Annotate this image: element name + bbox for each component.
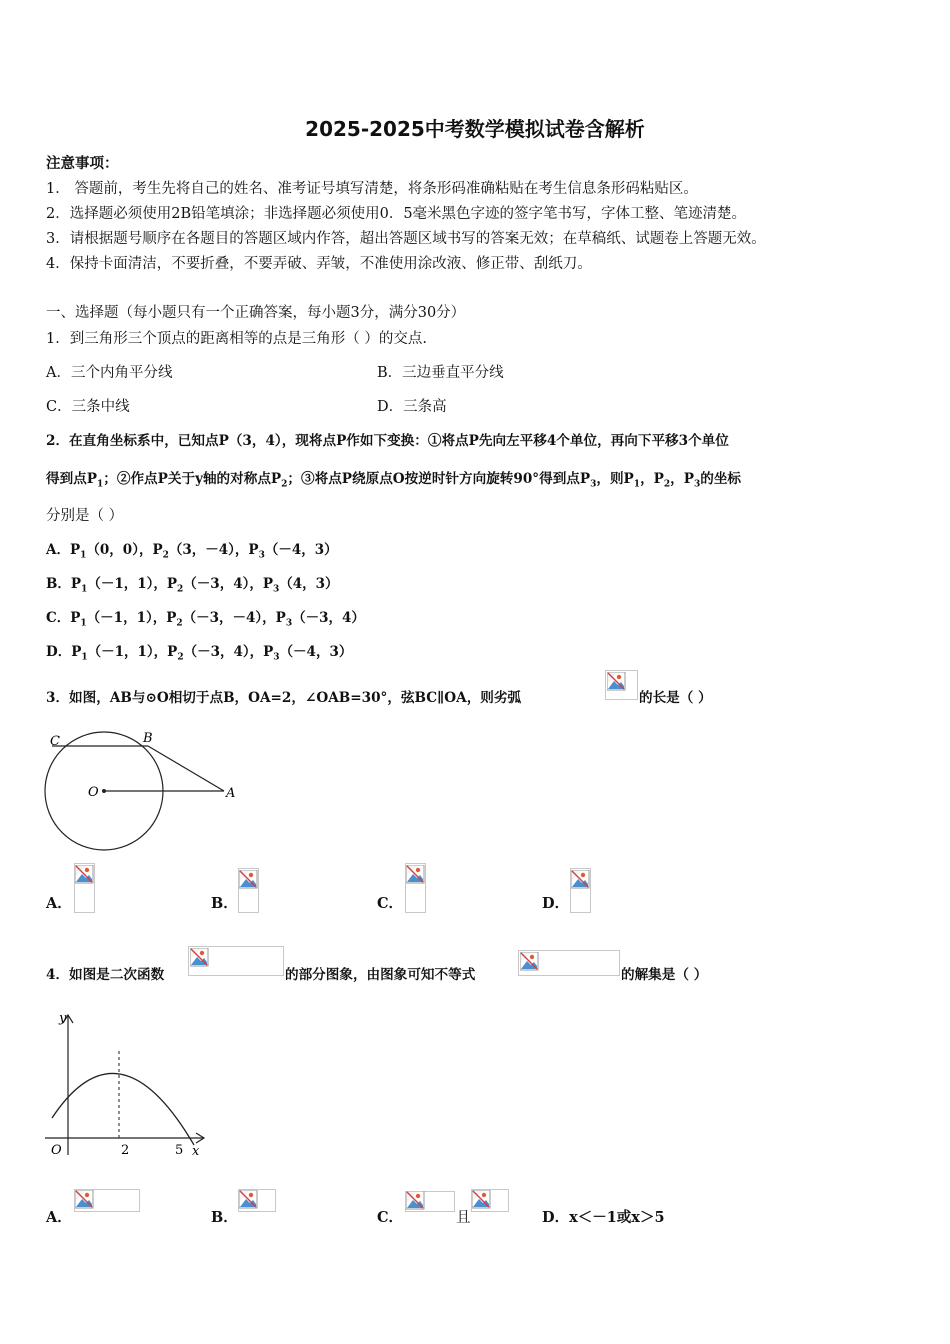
q1-option-c: C．三条中线 (46, 399, 130, 415)
quadratic-function-image (188, 946, 284, 976)
notice-item-4: 4．保持卡面清洁，不要折叠，不要弄破、弄皱，不准使用涂改液、修正带、刮纸刀。 (46, 256, 592, 272)
q2-stem-line2: 得到点$P_1$；②作点P关于y轴的对称点$P_2$；③将点P绕原点O按逆时针方向旋转90°得到点$P_3$，则$P_1$，$P_2$，$P_3$的坐标 (46, 471, 742, 490)
q4-option-b-image (238, 1189, 276, 1212)
q3-stem-a: 3．如图，AB与⊙O相切于点B，OA=2，∠OAB=30°，弦BC∥OA，则劣弧 (46, 690, 522, 706)
broken-image-icon (190, 948, 210, 968)
q3-option-a: A． (46, 895, 72, 912)
q3-option-b-image (238, 868, 259, 913)
q2-option-b: B．$P_1(-1$，1），$P_2(-3$，4），$P_3(4$，3） (46, 576, 339, 595)
arc-symbol-image (605, 670, 638, 700)
broken-image-icon (75, 1190, 95, 1210)
q4-option-c: C． (377, 1209, 404, 1226)
q1-stem: 1．到三角形三个顶点的距离相等的点是三角形（ ）的交点. (46, 331, 427, 347)
q4-stem-b: 的部分图象，由图象可知不等式 (285, 967, 476, 983)
q4-option-c-and: 且 (456, 1210, 471, 1226)
q2-option-d: D．$P_1(-1$，1），$P_2(-3$，4），$P_3(-4$，3） (46, 644, 353, 663)
q3-option-d: D． (542, 895, 570, 912)
label-a: A (226, 786, 236, 801)
broken-image-icon (406, 865, 426, 885)
broken-image-icon (571, 870, 591, 890)
q3-option-d-image (570, 868, 591, 913)
q4-option-c-image-1 (405, 1191, 455, 1212)
q4-option-b: B． (211, 1209, 238, 1226)
section-heading: 一、选择题（每小题只有一个正确答案，每小题3分，满分30分） (46, 305, 466, 321)
broken-image-icon (239, 870, 259, 890)
q2-option-c: C．$P_1(-1$，1），$P_2(-3$，－4），$P_3(-3$，4） (46, 610, 365, 629)
page-title: 2025-2025中考数学模拟试卷含解析 (305, 117, 645, 141)
q4-option-a-image (74, 1189, 140, 1212)
q3-option-c: C． (377, 895, 404, 912)
axis-y-label: y (59, 1011, 67, 1026)
axis-x-label: x (192, 1144, 200, 1159)
broken-image-icon (472, 1190, 492, 1210)
q1-option-b: B．三边垂直平分线 (377, 365, 504, 381)
q2-option-a: A．$P_1(0$，0），$P_2(3$，－4），$P_3(-4$，3） (46, 542, 338, 561)
q4-option-a: A． (46, 1209, 72, 1226)
q2-stem-line3: 分别是（ ） (46, 508, 124, 524)
broken-image-icon (75, 865, 95, 885)
q4-option-d: D．x＜－1或x＞5 (542, 1209, 665, 1226)
origin-label: O (51, 1143, 62, 1158)
q3-option-a-image (74, 863, 95, 913)
label-b: B (143, 731, 153, 746)
q4-stem-c: 的解集是（ ） (621, 967, 708, 983)
q1-option-a: A．三个内角平分线 (46, 365, 173, 381)
label-o: O (88, 785, 99, 800)
notice-heading: 注意事项： (46, 155, 119, 172)
broken-image-icon (607, 672, 627, 692)
q3-stem-b: 的长是（ ） (639, 690, 712, 706)
q3-option-c-image (405, 863, 426, 913)
tick-2: 2 (121, 1143, 130, 1158)
q1-option-d: D．三条高 (377, 399, 447, 415)
notice-item-2: 2．选择题必须使用2B铅笔填涂；非选择题必须使用0．5毫米黑色字迹的签字笔书写，字体工整、笔迹清楚。 (46, 206, 747, 222)
q2-stem-line1: 2．在直角坐标系中，已知点P（3，4），现将点P作如下变换：①将点P先向左平移4个单位，再向下平移3个单位 (46, 433, 729, 449)
broken-image-icon (520, 952, 540, 972)
inequality-image (518, 950, 620, 976)
q4-stem-a: 4．如图是二次函数 (46, 967, 165, 983)
broken-image-icon (239, 1190, 259, 1210)
tick-5: 5 (175, 1143, 184, 1158)
q3-circle-figure (44, 727, 240, 855)
q4-option-c-image-2 (471, 1189, 509, 1212)
q4-parabola-graph (40, 1005, 212, 1163)
broken-image-icon (406, 1191, 426, 1211)
notice-item-1: 1． 答题前，考生先将自己的姓名、准考证号填写清楚，将条形码准确粘贴在考生信息条形码粘贴区。 (46, 181, 698, 197)
label-c: C (50, 734, 60, 749)
notice-item-3: 3．请根据题号顺序在各题目的答题区域内作答，超出答题区域书写的答案无效；在草稿纸、试题卷上答题无效。 (46, 231, 766, 247)
q3-option-b: B． (211, 895, 238, 912)
